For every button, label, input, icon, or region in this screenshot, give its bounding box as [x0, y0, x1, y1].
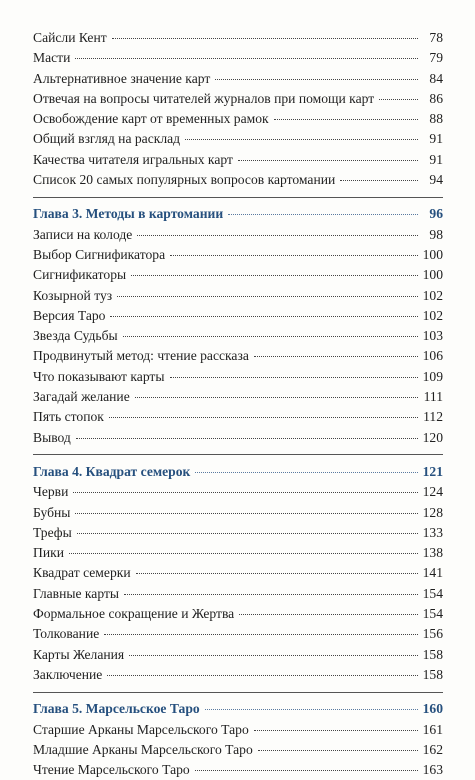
toc-entry[interactable] — [33, 482, 443, 502]
entry-title: Вывод — [33, 429, 71, 445]
toc-entry[interactable] — [33, 428, 443, 448]
toc-entry[interactable] — [33, 265, 443, 285]
page-number: 111 — [423, 389, 443, 405]
toc-entry[interactable] — [33, 28, 443, 48]
toc-entry[interactable] — [33, 346, 443, 366]
dot-leader — [215, 79, 418, 80]
section-divider — [33, 685, 443, 699]
dot-leader — [340, 180, 418, 181]
dot-leader — [170, 377, 418, 378]
dot-leader — [75, 513, 418, 514]
dot-leader — [254, 356, 418, 357]
page-number: 100 — [422, 267, 443, 283]
entry-title: Трефы — [33, 524, 72, 540]
toc-entry[interactable] — [33, 245, 443, 265]
toc-entry[interactable] — [33, 48, 443, 68]
entry-title: Главные карты — [33, 585, 120, 601]
page-number: 161 — [422, 721, 443, 737]
page-number: 160 — [422, 701, 443, 717]
chapter-heading[interactable] — [33, 699, 443, 719]
toc-entry[interactable] — [33, 665, 443, 685]
page-number: 128 — [422, 504, 443, 520]
dot-leader — [112, 38, 418, 39]
dot-leader — [107, 675, 418, 676]
entry-title: Общий взгляд на расклад — [33, 131, 181, 147]
entry-title: Качества читателя игральных карт — [33, 151, 233, 167]
dot-leader — [109, 417, 418, 418]
page-number: 84 — [429, 70, 443, 86]
dot-leader — [131, 275, 418, 276]
toc-entry[interactable] — [33, 523, 443, 543]
page-number: 141 — [422, 565, 443, 581]
page-number: 158 — [422, 646, 443, 662]
toc-entry[interactable] — [33, 150, 443, 170]
dot-leader — [228, 214, 418, 215]
entry-title: Масти — [33, 50, 71, 66]
toc-entry[interactable] — [33, 624, 443, 644]
entry-title: Квадрат семерки — [33, 565, 131, 581]
entry-title: Бубны — [33, 504, 71, 520]
entry-title: Заключение — [33, 666, 103, 682]
dot-leader — [137, 235, 418, 236]
dot-leader — [238, 160, 418, 161]
page-number: 163 — [422, 762, 443, 778]
entry-title: Младшие Арканы Марсельского Таро — [33, 741, 253, 757]
toc-entry[interactable] — [33, 407, 443, 427]
dot-leader — [170, 255, 418, 256]
toc-entry[interactable] — [33, 720, 443, 740]
dot-leader — [77, 533, 418, 534]
page-number: 133 — [422, 524, 443, 540]
entry-title: Пять стопок — [33, 409, 104, 425]
toc-entry[interactable] — [33, 543, 443, 563]
toc-entry[interactable] — [33, 109, 443, 129]
page-number: 158 — [422, 666, 443, 682]
entry-title: Загадай желание — [33, 389, 130, 405]
entry-title: Сигнификаторы — [33, 267, 127, 283]
dot-leader — [124, 594, 418, 595]
page-number: 88 — [429, 111, 443, 127]
chapter-heading[interactable] — [33, 204, 443, 224]
toc-entry[interactable] — [33, 387, 443, 407]
page-number: 100 — [422, 246, 443, 262]
entry-title: Версия Таро — [33, 307, 106, 323]
toc-entry[interactable] — [33, 129, 443, 149]
toc-entry[interactable] — [33, 225, 443, 245]
dot-leader — [379, 99, 418, 100]
page-number: 112 — [423, 409, 443, 425]
page-number: 78 — [429, 30, 443, 45]
page-number: 79 — [429, 50, 443, 66]
entry-title: Толкование — [33, 626, 100, 642]
toc-entry[interactable] — [33, 645, 443, 665]
dot-leader — [135, 397, 418, 398]
dot-leader — [254, 730, 418, 731]
page-number: 91 — [429, 151, 443, 167]
entry-title: Список 20 самых популярных вопросов картомании — [33, 172, 336, 188]
page-number: 156 — [422, 626, 443, 642]
entry-title: Продвинутый метод: чтение рассказа — [33, 348, 249, 364]
dot-leader — [110, 316, 418, 317]
entry-title: Что показывают карты — [33, 368, 165, 384]
entry-title: Выбор Сигнификатора — [33, 246, 166, 262]
dot-leader — [76, 438, 418, 439]
entry-title: Пики — [33, 545, 64, 561]
page-number: 103 — [422, 328, 443, 344]
toc-entry[interactable] — [33, 604, 443, 624]
dot-leader — [117, 296, 418, 297]
entry-title: Черви — [33, 484, 69, 500]
page-number: 109 — [422, 368, 443, 384]
page-number: 102 — [422, 287, 443, 303]
entry-title: Альтернативное значение карт — [33, 70, 211, 86]
dot-leader — [75, 58, 418, 59]
entry-title: Записи на колоде — [33, 226, 133, 242]
dot-leader — [69, 553, 418, 554]
page-number: 154 — [422, 606, 443, 622]
entry-title: Отвечая на вопросы читателей журналов при помощи карт — [33, 90, 375, 106]
table-of-contents — [33, 28, 443, 780]
toc-entry[interactable] — [33, 740, 443, 760]
toc-entry[interactable] — [33, 326, 443, 346]
toc-entry[interactable] — [33, 89, 443, 109]
toc-entry[interactable] — [33, 306, 443, 326]
dot-leader — [73, 492, 418, 493]
page-number: 96 — [429, 206, 443, 222]
page-number: 120 — [422, 429, 443, 445]
page-number: 138 — [422, 545, 443, 561]
dot-leader — [185, 139, 418, 140]
page-number: 94 — [429, 172, 443, 188]
page-number: 121 — [422, 463, 443, 479]
dot-leader — [205, 709, 418, 710]
section-divider — [33, 190, 443, 204]
dot-leader — [195, 770, 418, 771]
entry-title: Козырной туз — [33, 287, 113, 303]
page-number: 162 — [422, 741, 443, 757]
dot-leader — [195, 472, 418, 473]
entry-title: Освобождение карт от временных рамок — [33, 111, 269, 127]
toc-entry[interactable] — [33, 69, 443, 89]
page-number: 86 — [429, 90, 443, 106]
dot-leader — [104, 634, 418, 635]
entry-title: Глава 4. Квадрат семерок — [33, 463, 191, 479]
entry-title: Сайсли Кент — [33, 30, 107, 45]
dot-leader — [239, 614, 418, 615]
dot-leader — [129, 655, 418, 656]
entry-title: Старшие Арканы Марсельского Таро — [33, 721, 249, 737]
page-number: 106 — [422, 348, 443, 364]
page-number: 124 — [422, 484, 443, 500]
chapter-heading[interactable] — [33, 462, 443, 482]
entry-title: Глава 5. Марсельское Таро — [33, 701, 200, 717]
page-number: 98 — [429, 226, 443, 242]
entry-title: Формальное сокращение и Жертва — [33, 606, 235, 622]
toc-entry[interactable] — [33, 503, 443, 523]
entry-title: Карты Желания — [33, 646, 125, 662]
toc-entry[interactable] — [33, 563, 443, 583]
entry-title: Чтение Марсельского Таро — [33, 762, 190, 778]
dot-leader — [123, 336, 418, 337]
toc-entry[interactable] — [33, 760, 443, 780]
dot-leader — [136, 573, 418, 574]
entry-title: Звезда Судьбы — [33, 328, 118, 344]
entry-title: Глава 3. Методы в картомании — [33, 206, 224, 222]
page-number: 102 — [422, 307, 443, 323]
page-number: 91 — [429, 131, 443, 147]
toc-entry[interactable] — [33, 584, 443, 604]
page-number: 154 — [422, 585, 443, 601]
dot-leader — [274, 119, 418, 120]
toc-entry[interactable] — [33, 286, 443, 306]
section-divider — [33, 448, 443, 462]
dot-leader — [258, 750, 418, 751]
toc-entry[interactable] — [33, 367, 443, 387]
toc-entry[interactable] — [33, 170, 443, 190]
